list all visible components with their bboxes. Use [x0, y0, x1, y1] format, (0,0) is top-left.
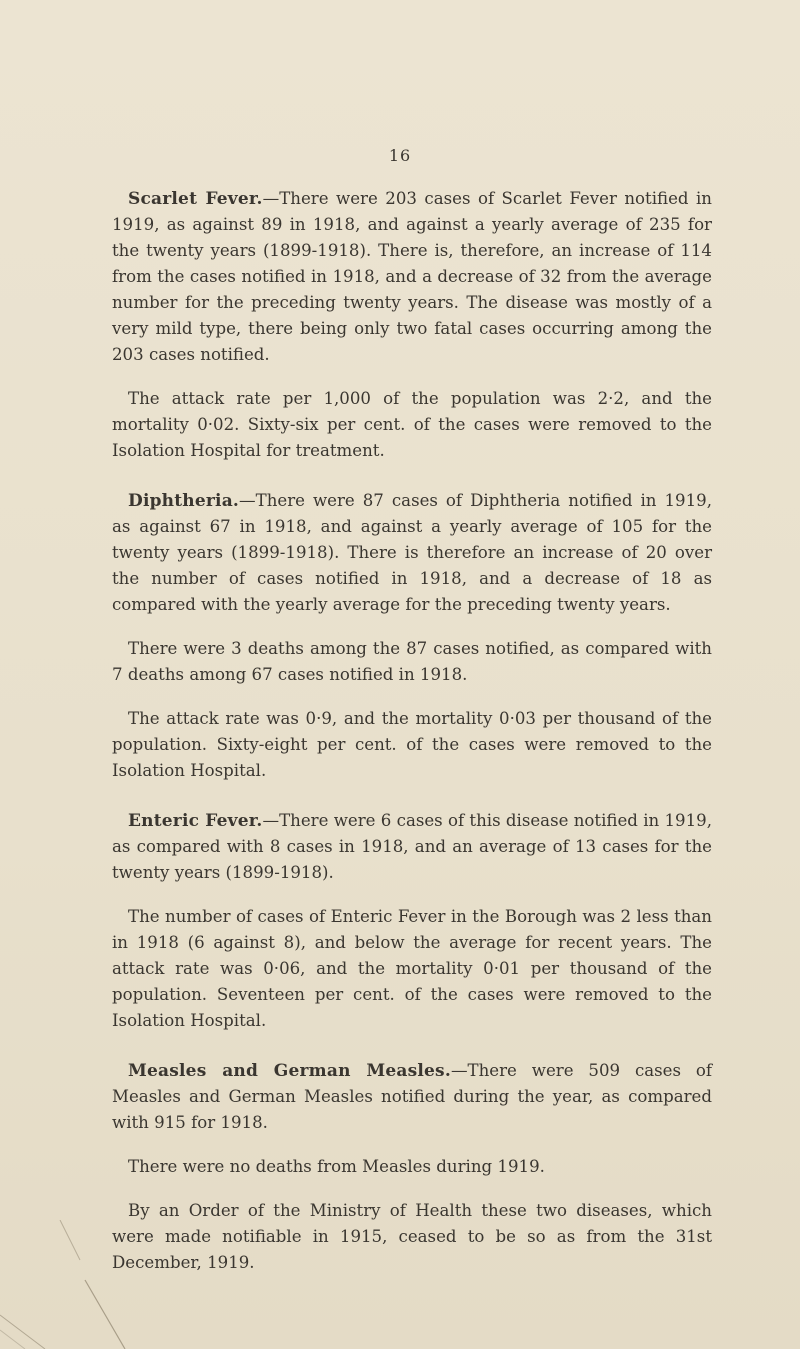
scarlet-fever-paragraph-1 — [112, 186, 712, 368]
section-heading-diphtheria: Diphtheria. — [128, 491, 240, 511]
enteric-fever-text-1: —There were 6 cases of this disease notified in 1919, as compared with 8 cases in 1918, and an average of 13 cases for the twenty years (1899-1918). — [112, 811, 712, 882]
diphtheria-paragraph-2: There were 3 deaths among the 87 cases notified, as compared with 7 deaths among 67 cases notified in 1918. — [112, 639, 712, 684]
section-heading-enteric-fever: Enteric Fever. — [128, 811, 263, 831]
measles-paragraph-2: There were no deaths from Measles during 1919. — [128, 1157, 545, 1176]
diphtheria-text-1: —There were 87 cases of Diphtheria notified in 1919, as against 67 in 1918, and against a yearly average of 105 for the twenty years (1899-1918). There is therefore an increase of 20 over the number of cases notified in 1918, and a decrease of 18 as compared with the yearly average for the preceding twenty years. — [112, 491, 712, 614]
diphtheria-paragraph-1 — [112, 488, 712, 618]
scarlet-fever-paragraph-2: The attack rate per 1,000 of the population was 2·2, and the mortality 0·02. Sixty-six per cent. of the cases were removed to the Isolation Hospital for treatment. — [112, 389, 712, 460]
section-heading-measles: Measles and German Measles. — [128, 1061, 451, 1081]
page-number: 16 — [388, 146, 412, 165]
page-body — [112, 186, 712, 1294]
measles-paragraph-1 — [112, 1058, 712, 1136]
paper-crease-mark — [0, 1220, 140, 1349]
scarlet-fever-text-1: —There were 203 cases of Scarlet Fever notified in 1919, as against 89 in 1918, and against a yearly average of 235 for the twenty years (1899-1918). There is, therefore, an increase of 114 from the cases notified in 1918, and a decrease of 32 from the average number for the preceding twenty years. The disease was mostly of a very mild type, there being only two fatal cases occurring among the 203 cases notified. — [112, 189, 712, 364]
diphtheria-paragraph-3: The attack rate was 0·9, and the mortality 0·03 per thousand of the population. Sixty-eight per cent. of the cases were removed to the Isolation Hospital. — [112, 709, 712, 780]
measles-text-1: —There were 509 cases of Measles and German Measles notified during the year, as compared with 915 for 1918. — [112, 1061, 712, 1132]
enteric-fever-paragraph-1 — [112, 808, 712, 886]
enteric-fever-paragraph-2: The number of cases of Enteric Fever in the Borough was 2 less than in 1918 (6 against 8), and below the average for recent years. The attack rate was 0·06, and the mortality 0·01 per thousand of the population. Seventeen per cent. of the cases were removed to the Isolation Hospital. — [112, 907, 712, 1030]
measles-paragraph-3: By an Order of the Ministry of Health these two diseases, which were made notifiable in 1915, ceased to be so as from the 31st December, 1919. — [112, 1201, 712, 1272]
section-heading-scarlet-fever: Scarlet Fever. — [128, 189, 263, 209]
